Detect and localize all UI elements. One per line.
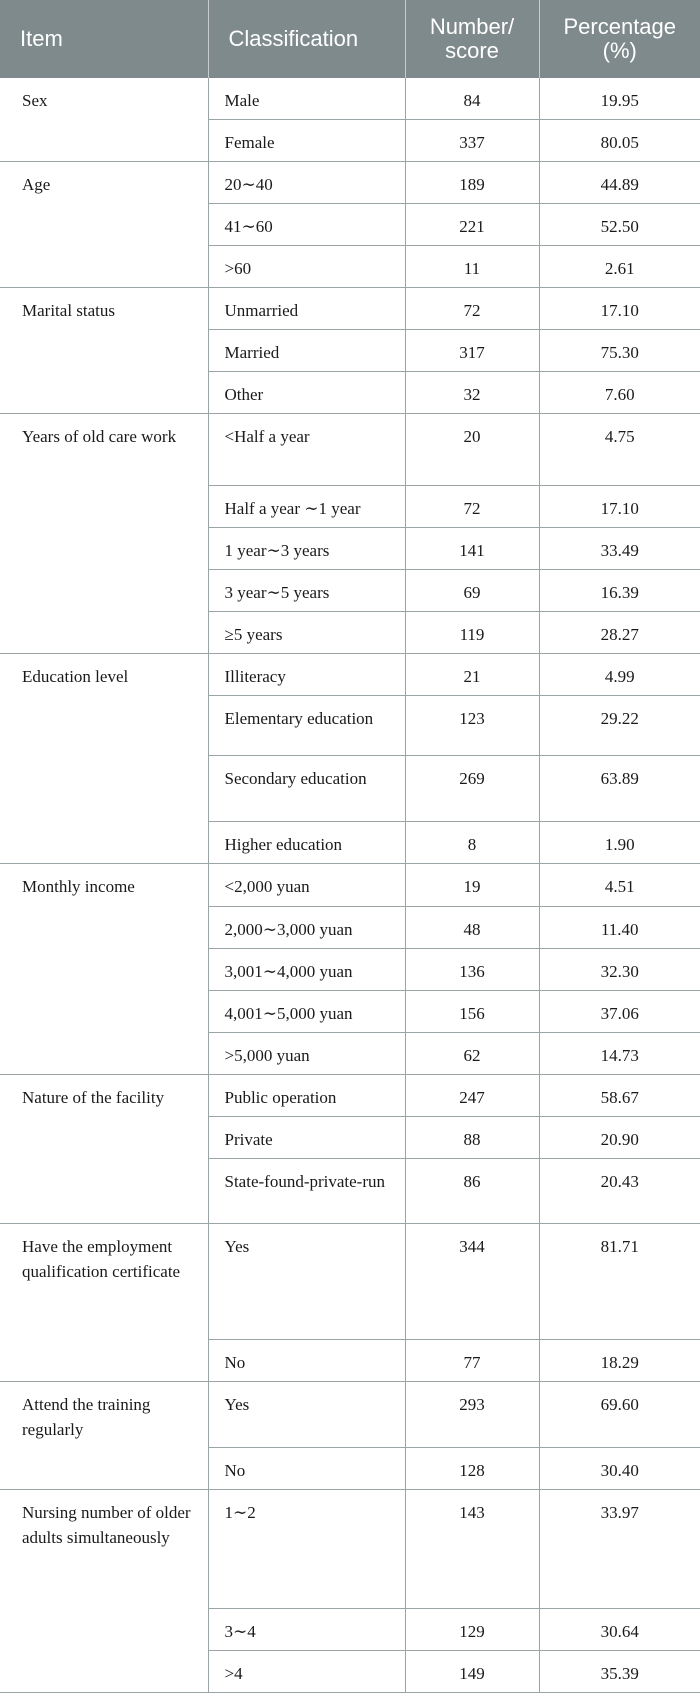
number-cell: 247 [405,1075,539,1117]
number-cell: 72 [405,288,539,330]
classification-cell: No [208,1448,405,1490]
classification-cell: State-found-private-run [208,1159,405,1224]
number-cell: 8 [405,822,539,864]
percentage-cell: 28.27 [539,612,700,654]
classification-cell: <2,000 yuan [208,864,405,907]
header-number [405,0,539,78]
number-cell: 337 [405,120,539,162]
item-cell: Marital status [0,288,208,414]
percentage-cell: 4.75 [539,414,700,486]
number-cell: 119 [405,612,539,654]
item-cell: Age [0,162,208,288]
number-cell: 32 [405,372,539,414]
classification-cell: Public operation [208,1075,405,1117]
number-cell: 77 [405,1340,539,1382]
table-row [0,654,700,696]
number-cell: 317 [405,330,539,372]
header-percentage-line1: Percentage [563,14,677,39]
classification-cell: No [208,1340,405,1382]
percentage-cell: 4.99 [539,654,700,696]
number-cell: 62 [405,1033,539,1075]
classification-cell: Yes [208,1224,405,1340]
percentage-cell: 30.40 [539,1448,700,1490]
percentage-cell: 58.67 [539,1075,700,1117]
table-row [0,1224,700,1340]
percentage-cell: 2.61 [539,246,700,288]
percentage-cell: 32.30 [539,949,700,991]
item-cell: Attend the training regularly [0,1382,208,1490]
number-cell: 143 [405,1490,539,1609]
percentage-cell: 20.43 [539,1159,700,1224]
header-row [0,0,700,78]
classification-cell: >4 [208,1651,405,1693]
percentage-cell: 69.60 [539,1382,700,1448]
classification-cell: Female [208,120,405,162]
percentage-cell: 75.30 [539,330,700,372]
number-cell: 189 [405,162,539,204]
classification-cell: >5,000 yuan [208,1033,405,1075]
header-percentage [539,0,700,78]
header-number-line1: Number/ [429,14,515,39]
number-cell: 141 [405,528,539,570]
percentage-cell: 16.39 [539,570,700,612]
number-cell: 221 [405,204,539,246]
table-body [0,78,700,1693]
item-cell: Sex [0,78,208,162]
percentage-cell: 7.60 [539,372,700,414]
number-cell: 69 [405,570,539,612]
table-row [0,1382,700,1448]
number-cell: 123 [405,696,539,756]
number-cell: 269 [405,756,539,822]
classification-cell: Married [208,330,405,372]
classification-cell: 20∼40 [208,162,405,204]
percentage-cell: 11.40 [539,907,700,949]
percentage-cell: 18.29 [539,1340,700,1382]
table-header [0,0,700,78]
table-row [0,864,700,907]
classification-cell: 4,001∼5,000 yuan [208,991,405,1033]
number-cell: 136 [405,949,539,991]
header-number-line2: score [445,38,499,63]
percentage-cell: 14.73 [539,1033,700,1075]
header-percentage-line2: (%) [602,38,637,63]
number-cell: 86 [405,1159,539,1224]
classification-cell: <Half a year [208,414,405,486]
classification-cell: Private [208,1117,405,1159]
classification-cell: 3∼4 [208,1609,405,1651]
classification-cell: 1∼2 [208,1490,405,1609]
classification-cell: 1 year∼3 years [208,528,405,570]
number-cell: 21 [405,654,539,696]
classification-cell: 41∼60 [208,204,405,246]
classification-cell: Unmarried [208,288,405,330]
percentage-cell: 35.39 [539,1651,700,1693]
percentage-cell: 1.90 [539,822,700,864]
number-cell: 11 [405,246,539,288]
classification-cell: 2,000∼3,000 yuan [208,907,405,949]
classification-cell: Elementary education [208,696,405,756]
number-cell: 128 [405,1448,539,1490]
item-cell: Education level [0,654,208,864]
table-row [0,414,700,486]
percentage-cell: 33.49 [539,528,700,570]
classification-cell: 3,001∼4,000 yuan [208,949,405,991]
classification-cell: 3 year∼5 years [208,570,405,612]
percentage-cell: 20.90 [539,1117,700,1159]
percentage-cell: 17.10 [539,288,700,330]
number-cell: 72 [405,486,539,528]
classification-cell: Illiteracy [208,654,405,696]
classification-cell: Male [208,78,405,120]
classification-cell: Yes [208,1382,405,1448]
number-cell: 344 [405,1224,539,1340]
table-row [0,162,700,204]
table-row [0,78,700,120]
number-cell: 293 [405,1382,539,1448]
number-cell: 88 [405,1117,539,1159]
classification-cell: ≥5 years [208,612,405,654]
percentage-cell: 19.95 [539,78,700,120]
table-row [0,288,700,330]
percentage-cell: 4.51 [539,864,700,907]
classification-cell: Other [208,372,405,414]
item-cell: Years of old care work [0,414,208,654]
table-row [0,1490,700,1609]
percentage-cell: 52.50 [539,204,700,246]
item-cell: Monthly income [0,864,208,1075]
number-cell: 129 [405,1609,539,1651]
item-cell: Have the employment qualification certificate [0,1224,208,1382]
header-classification: Classification [208,0,405,78]
classification-cell: Half a year ∼1 year [208,486,405,528]
percentage-cell: 33.97 [539,1490,700,1609]
number-cell: 48 [405,907,539,949]
number-cell: 149 [405,1651,539,1693]
number-cell: 156 [405,991,539,1033]
percentage-cell: 17.10 [539,486,700,528]
percentage-cell: 63.89 [539,756,700,822]
number-cell: 84 [405,78,539,120]
header-item: Item [0,0,208,78]
classification-cell: >60 [208,246,405,288]
percentage-cell: 29.22 [539,696,700,756]
number-cell: 20 [405,414,539,486]
table-row [0,1075,700,1117]
percentage-cell: 44.89 [539,162,700,204]
item-cell: Nature of the facility [0,1075,208,1224]
classification-cell: Higher education [208,822,405,864]
classification-cell: Secondary education [208,756,405,822]
percentage-cell: 81.71 [539,1224,700,1340]
item-cell: Nursing number of older adults simultaneously [0,1490,208,1693]
number-cell: 19 [405,864,539,907]
percentage-cell: 30.64 [539,1609,700,1651]
percentage-cell: 37.06 [539,991,700,1033]
percentage-cell: 80.05 [539,120,700,162]
